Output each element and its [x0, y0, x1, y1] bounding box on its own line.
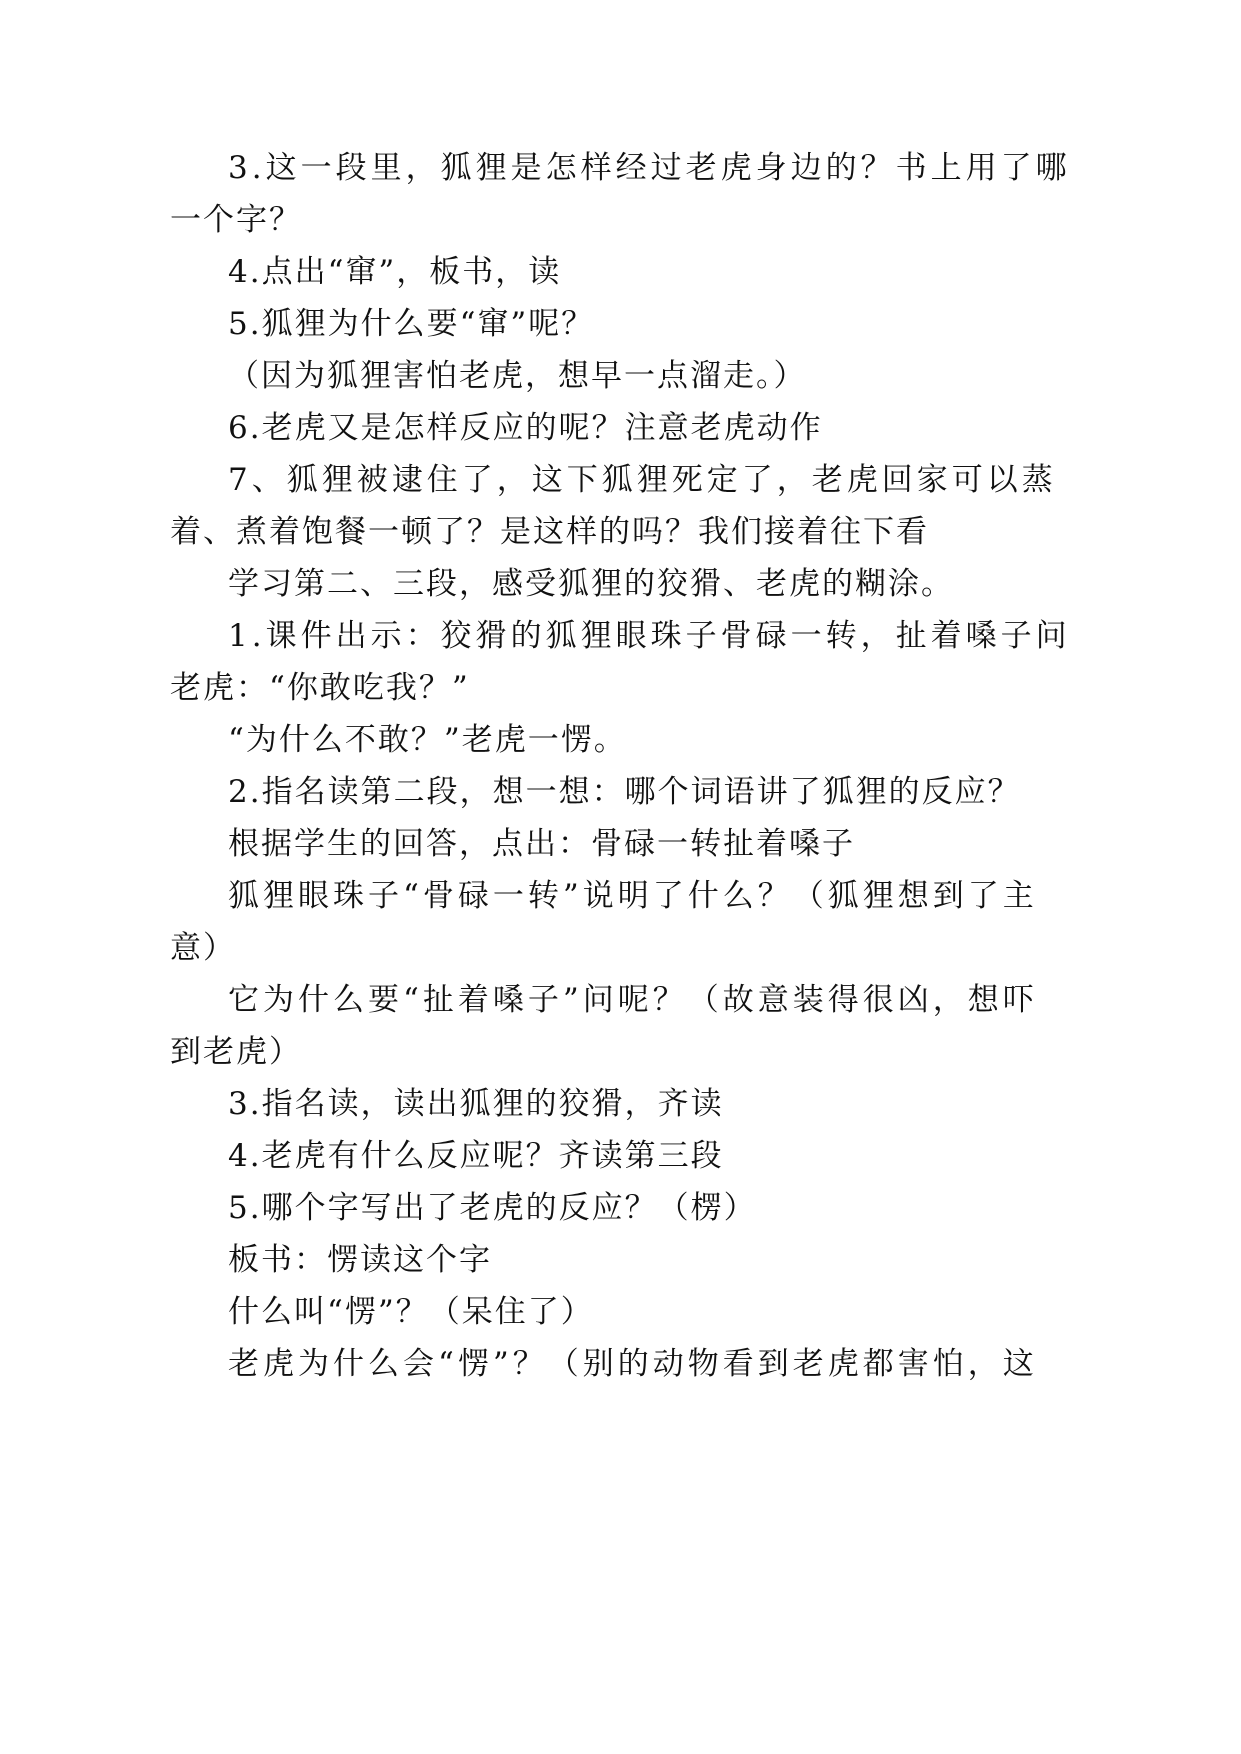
text-line-12: “为什么不敢？”老虎一愣。	[228, 722, 627, 758]
text-line-4: 5.狐狸为什么要“窜”呢？	[228, 306, 595, 342]
text-line-18: 到老虎）	[170, 1034, 302, 1070]
text-line-13: 2.指名读第二段，想一想：哪个词语讲了狐狸的反应？	[228, 774, 1021, 810]
text-line-19: 3.指名读，读出狐狸的狡猾，齐读	[228, 1086, 724, 1122]
text-line-20: 4.老虎有什么反应呢？齐读第三段	[228, 1138, 724, 1174]
text-line-5: （因为狐狸害怕老虎，想早一点溜走。）	[228, 358, 807, 394]
text-line-3: 4.点出“窜”，板书，读	[228, 254, 562, 290]
text-line-15: 狐狸眼珠子“骨碌一转”说明了什么？（狐狸想到了主	[228, 878, 1038, 914]
text-line-11: 老虎：“你敢吃我？”	[170, 670, 470, 706]
text-line-17: 它为什么要“扯着嗓子”问呢？（故意装得很凶，想吓	[228, 982, 1038, 1018]
text-line-6: 6.老虎又是怎样反应的呢？注意老虎动作	[228, 410, 823, 446]
text-line-21: 5.哪个字写出了老虎的反应？（楞）	[228, 1190, 757, 1226]
text-line-23: 什么叫“愣”？（呆住了）	[228, 1294, 594, 1330]
text-line-1: 3.这一段里，狐狸是怎样经过老虎身边的？书上用了哪	[228, 150, 1071, 186]
text-line-7: 7、狐狸被逮住了，这下狐狸死定了，老虎回家可以蒸	[228, 462, 1057, 498]
text-line-9: 学习第二、三段，感受狐狸的狡猾、老虎的糊涂。	[228, 566, 954, 602]
text-line-8: 着、煮着饱餐一顿了？是这样的吗？我们接着往下看	[170, 514, 929, 550]
text-line-2: 一个字？	[170, 202, 302, 238]
text-line-24: 老虎为什么会“愣”？（别的动物看到老虎都害怕，这	[228, 1346, 1038, 1382]
text-line-16: 意）	[170, 930, 236, 966]
text-line-14: 根据学生的回答，点出：骨碌一转扯着嗓子	[228, 826, 855, 862]
text-line-10: 1.课件出示：狡猾的狐狸眼珠子骨碌一转，扯着嗓子问	[228, 618, 1071, 654]
text-line-22: 板书：愣读这个字	[228, 1242, 492, 1278]
